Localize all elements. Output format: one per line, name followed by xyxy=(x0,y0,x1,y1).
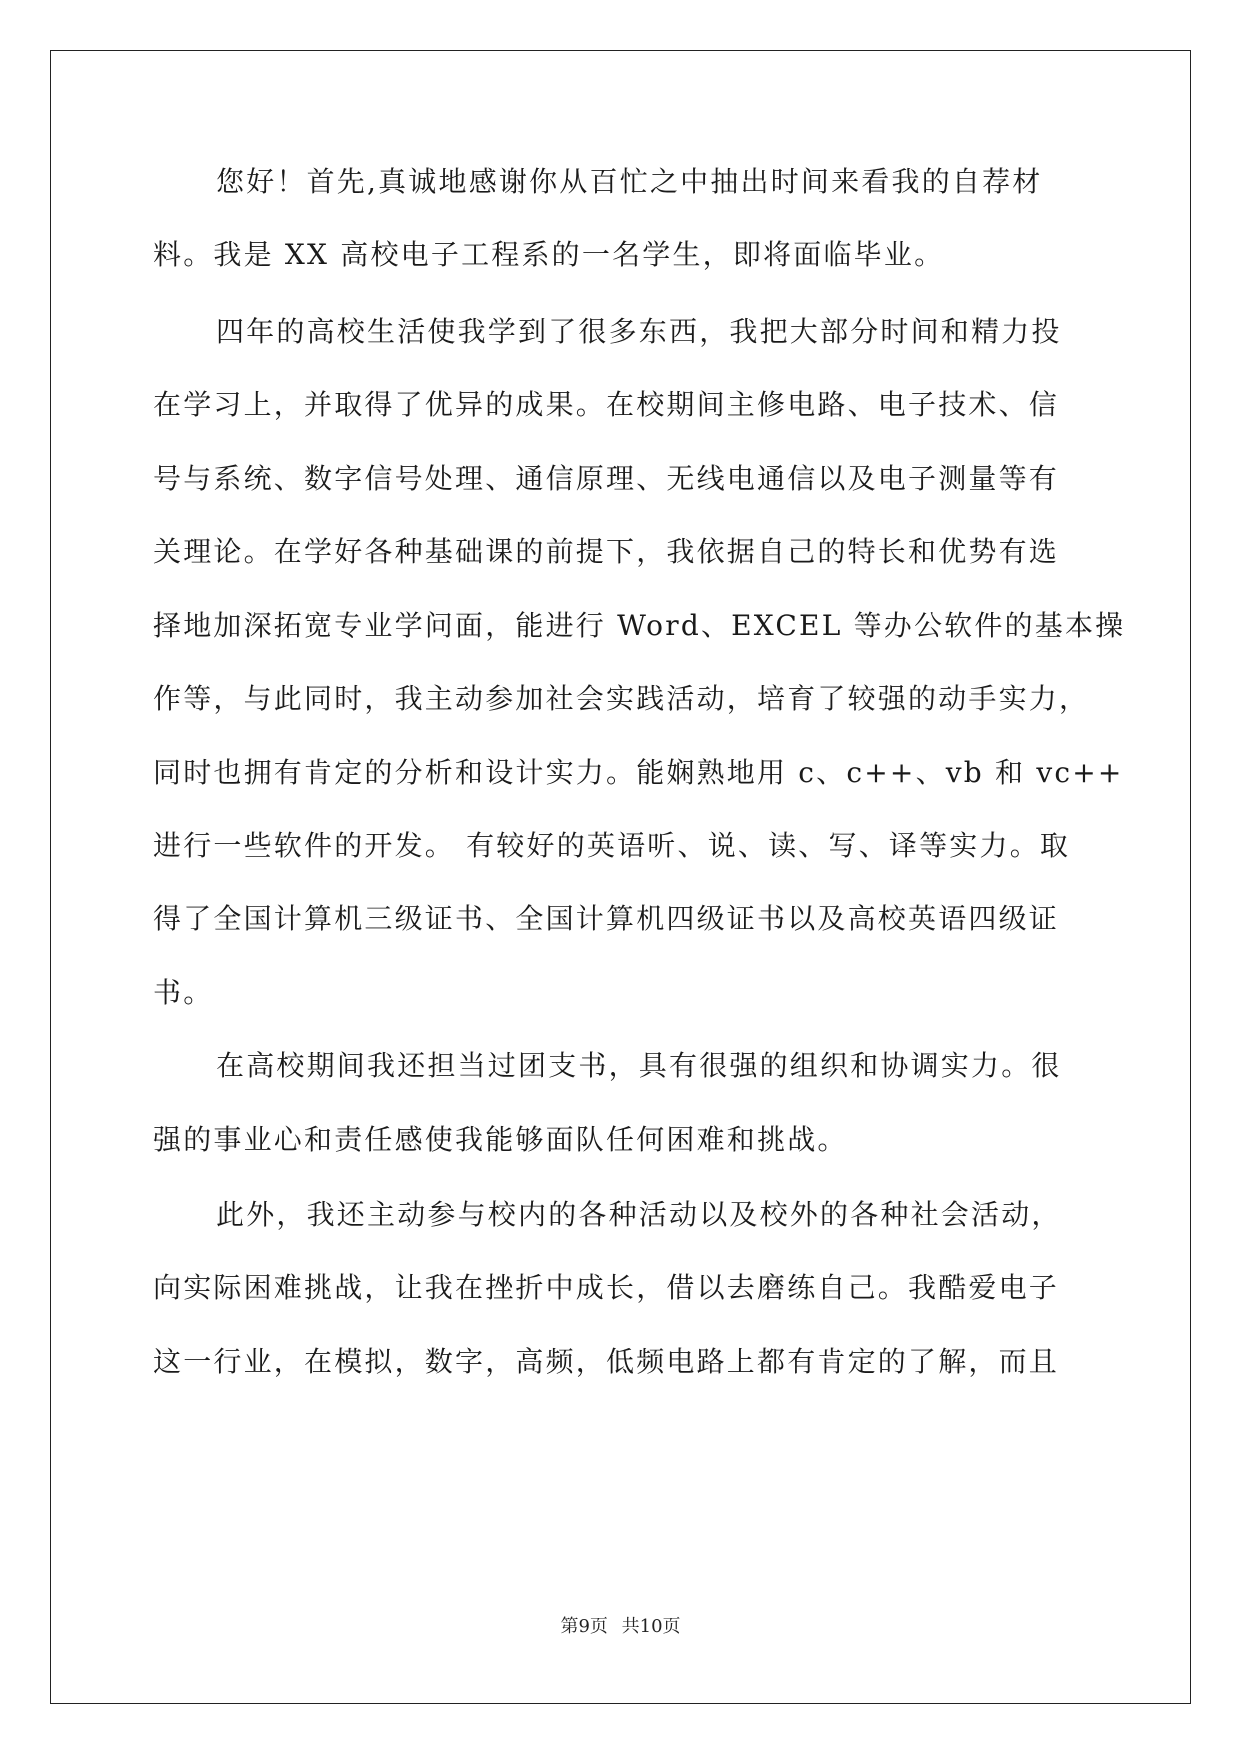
page-number-current: 第9页 xyxy=(560,1616,608,1637)
text-line: 关理论。在学好各种基础课的前提下，我依据自己的特长和优势有选 xyxy=(153,535,1060,568)
text-line: 择地加深拓宽专业学问面，能进行 Word、EXCEL 等办公软件的基本操 xyxy=(153,609,1126,642)
text-line: 您好！首先,真诚地感谢你从百忙之中抽出时间来看我的自荐材 xyxy=(216,165,1043,198)
text-line: 在高校期间我还担当过团支书，具有很强的组织和协调实力。很 xyxy=(216,1049,1062,1082)
text-line: 料。我是 XX 高校电子工程系的一名学生，即将面临毕业。 xyxy=(153,238,945,271)
text-line: 号与系统、数字信号处理、通信原理、无线电通信以及电子测量等有 xyxy=(153,462,1060,495)
text-line: 此外，我还主动参与校内的各种活动以及校外的各种社会活动， xyxy=(216,1198,1062,1231)
text-line: 在学习上，并取得了优异的成果。在校期间主修电路、电子技术、信 xyxy=(153,388,1060,421)
text-line: 向实际困难挑战，让我在挫折中成长，借以去磨练自己。我酷爱电子 xyxy=(153,1271,1060,1304)
text-line: 同时也拥有肯定的分析和设计实力。能娴熟地用 c、c++、vb 和 vc++ xyxy=(153,756,1124,789)
text-line: 四年的高校生活使我学到了很多东西，我把大部分时间和精力投 xyxy=(216,315,1062,348)
page-border xyxy=(50,50,1191,1704)
text-line: 作等，与此同时，我主动参加社会实践活动，培育了较强的动手实力， xyxy=(153,682,1090,715)
page-number-total: 共10页 xyxy=(621,1616,681,1637)
text-line: 这一行业，在模拟，数字，高频，低频电路上都有肯定的了解，而且 xyxy=(153,1345,1060,1378)
text-line: 得了全国计算机三级证书、全国计算机四级证书以及高校英语四级证 xyxy=(153,902,1060,935)
page-footer xyxy=(0,1615,1241,1639)
text-line: 进行一些软件的开发。 有较好的英语听、说、读、写、译等实力。取 xyxy=(153,829,1071,862)
text-line: 书。 xyxy=(153,976,214,1009)
text-line: 强的事业心和责任感使我能够面队任何困难和挑战。 xyxy=(153,1123,848,1156)
